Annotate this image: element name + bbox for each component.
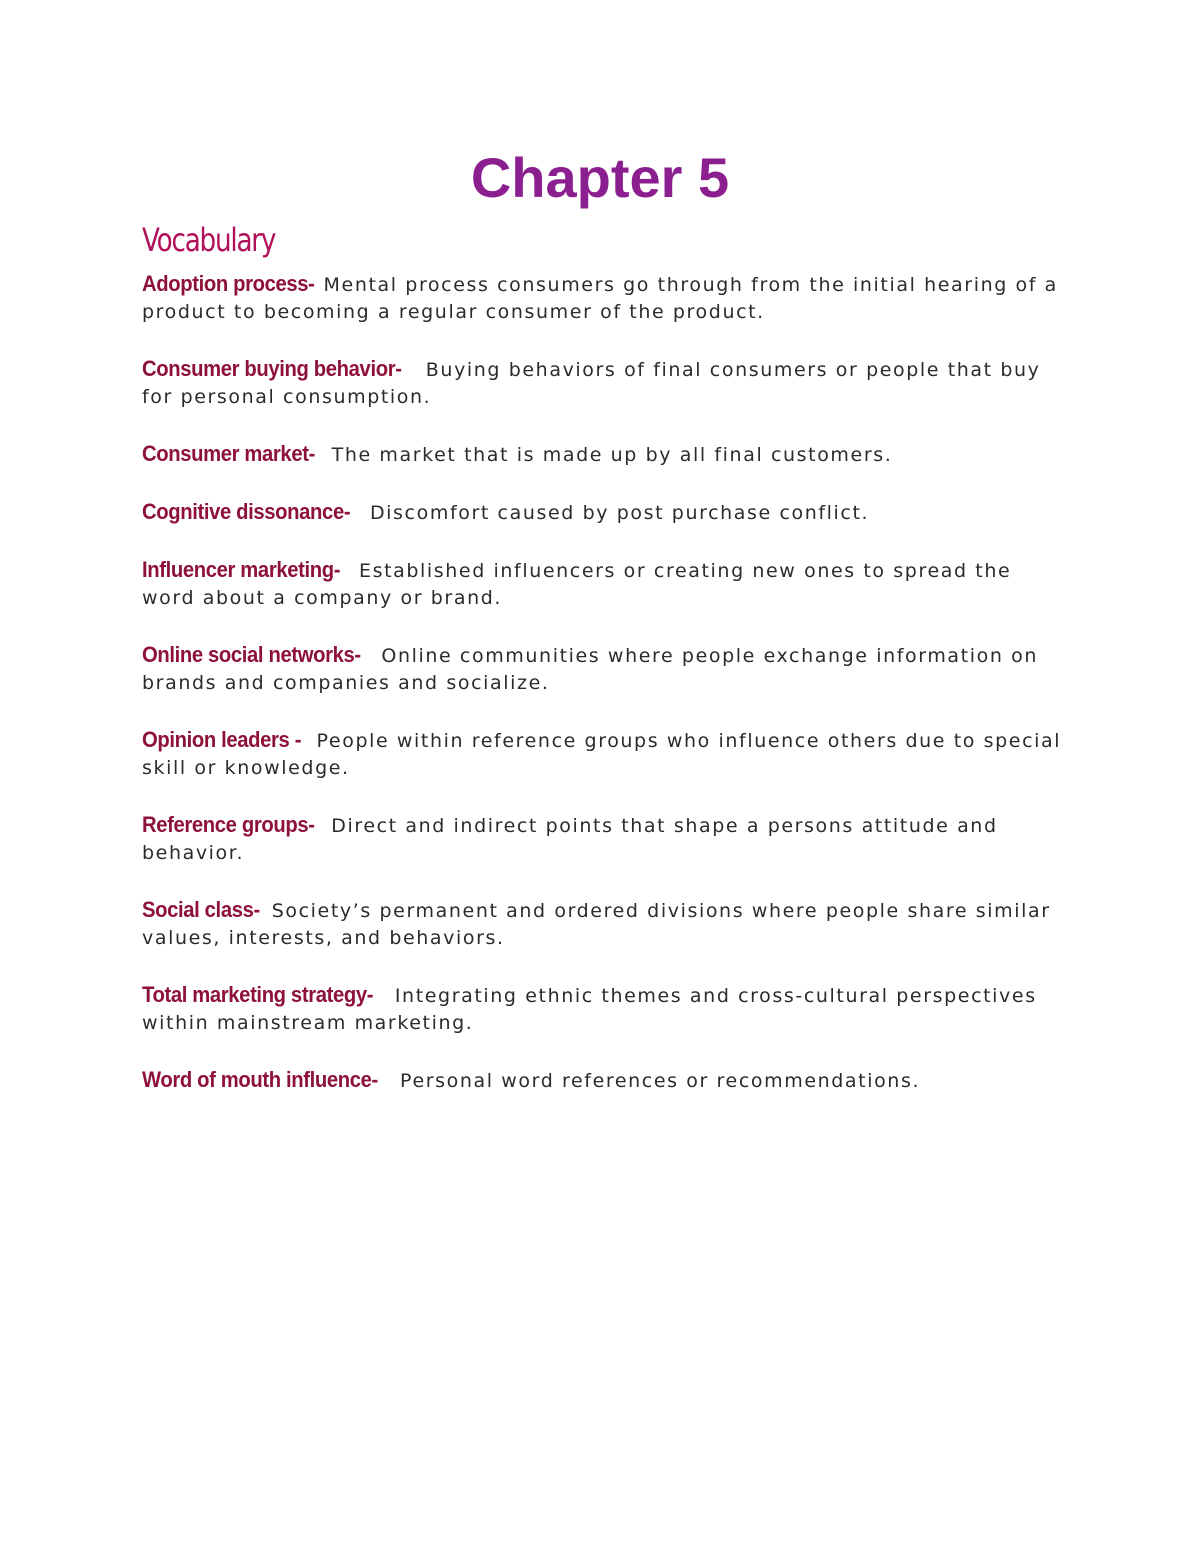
vocab-term: Online social networks- — [142, 642, 361, 667]
vocab-entry-online-social-networks — [142, 641, 1062, 697]
vocab-entry-consumer-buying-behavior — [142, 355, 1062, 411]
vocab-definition: Buying behaviors of final consumers or people that buy for personal consumption. — [142, 359, 1041, 408]
vocab-term: Word of mouth influence- — [142, 1067, 378, 1092]
vocab-term: Social class- — [142, 897, 260, 922]
vocab-definition: Established influencers or creating new ones to spread the word about a company or brand. — [142, 560, 1012, 609]
vocab-entry-opinion-leaders — [142, 726, 1062, 782]
vocab-entry-consumer-market — [142, 440, 1062, 469]
vocab-term: Total marketing strategy- — [142, 982, 374, 1007]
vocab-entry-cognitive-dissonance — [142, 498, 1062, 527]
vocab-term: Reference groups- — [142, 812, 315, 837]
vocabulary-list — [142, 270, 1062, 1124]
vocab-entry-social-class — [142, 896, 1062, 952]
chapter-title: Chapter 5 — [470, 146, 730, 209]
vocab-entry-word-of-mouth-influence — [142, 1066, 1062, 1095]
section-heading: Vocabulary — [142, 221, 276, 259]
vocab-definition: Personal word references or recommendations. — [392, 1070, 921, 1092]
vocab-entry-adoption-process — [142, 270, 1062, 326]
vocab-definition: Integrating ethnic themes and cross-cultural perspectives within mainstream marketing. — [142, 985, 1037, 1034]
vocab-definition: Discomfort caused by post purchase conflict. — [362, 502, 870, 524]
vocab-definition: Society’s permanent and ordered divisions where people share similar values, interests, and behaviors. — [142, 900, 1051, 949]
vocab-definition: Mental process consumers go through from the initial hearing of a product to becoming a regular consumer of the product. — [142, 274, 1058, 323]
vocab-term: Influencer marketing- — [142, 557, 341, 582]
vocab-term: Cognitive dissonance- — [142, 499, 351, 524]
vocab-definition: People within reference groups who influence others due to special skill or knowledge. — [142, 730, 1062, 779]
vocab-term: Opinion leaders - — [142, 727, 302, 752]
vocab-entry-reference-groups — [142, 811, 1062, 867]
vocab-entry-influencer-marketing — [142, 556, 1062, 612]
vocab-term: Consumer buying behavior- — [142, 356, 402, 381]
vocab-term: Consumer market- — [142, 441, 315, 466]
vocab-entry-total-marketing-strategy — [142, 981, 1062, 1037]
vocab-definition: Online communities where people exchange information on brands and companies and socialize. — [142, 645, 1038, 694]
vocab-term: Adoption process- — [142, 271, 315, 296]
vocab-definition: Direct and indirect points that shape a persons attitude and behavior. — [142, 815, 998, 864]
vocab-definition: The market that is made up by all final customers. — [324, 444, 893, 466]
